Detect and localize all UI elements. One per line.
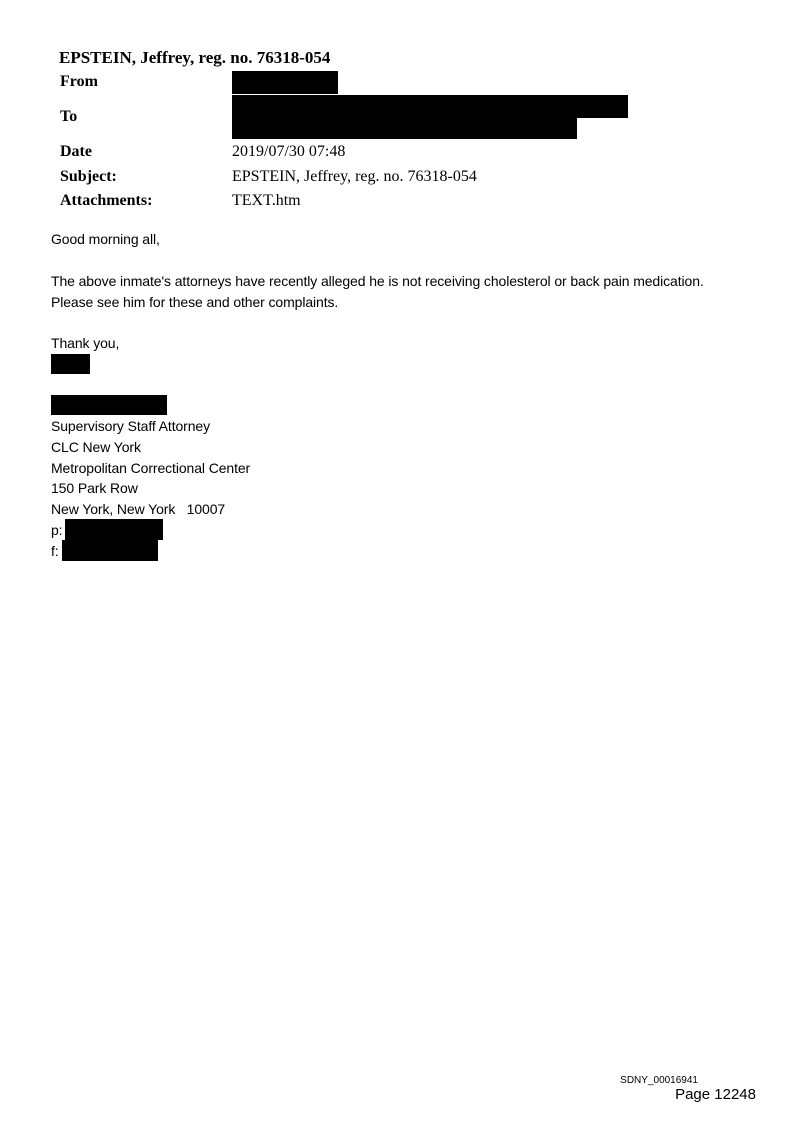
redaction-to-line1 <box>232 95 628 118</box>
signature-city: New York, New York 10007 <box>51 501 226 517</box>
to-label: To <box>60 108 78 125</box>
subject-label: Subject: <box>60 168 117 185</box>
redaction-from <box>232 71 338 94</box>
subject-value: EPSTEIN, Jeffrey, reg. no. 76318-054 <box>232 168 477 185</box>
attachments-label: Attachments: <box>60 192 153 209</box>
redaction-sender-full-name <box>51 395 167 415</box>
attachment-link[interactable]: TEXT.htm <box>232 192 301 209</box>
redaction-fax <box>62 540 158 561</box>
date-label: Date <box>60 143 92 160</box>
email-title: EPSTEIN, Jeffrey, reg. no. 76318-054 <box>59 48 331 67</box>
signature-street: 150 Park Row <box>51 480 138 496</box>
message-paragraph-line1: The above inmate's attorneys have recently alleged he is not receiving cholesterol or back pain medication. <box>51 273 704 289</box>
page-number: Page 12248 <box>675 1086 756 1103</box>
fax-label: f: <box>51 543 59 559</box>
closing-text: Thank you, <box>51 335 120 351</box>
from-label: From <box>60 73 98 90</box>
greeting-text: Good morning all, <box>51 231 160 247</box>
redaction-phone <box>65 519 163 540</box>
signature-org: CLC New York <box>51 439 141 455</box>
date-value: 2019/07/30 07:48 <box>232 143 346 160</box>
message-paragraph-line2: Please see him for these and other complaints. <box>51 294 339 310</box>
bates-number: SDNY_00016941 <box>620 1075 698 1086</box>
redaction-sender-first-name <box>51 354 90 374</box>
phone-label: p: <box>51 522 63 538</box>
signature-facility: Metropolitan Correctional Center <box>51 460 251 476</box>
signature-title: Supervisory Staff Attorney <box>51 418 211 434</box>
redaction-to-line2 <box>232 117 577 139</box>
